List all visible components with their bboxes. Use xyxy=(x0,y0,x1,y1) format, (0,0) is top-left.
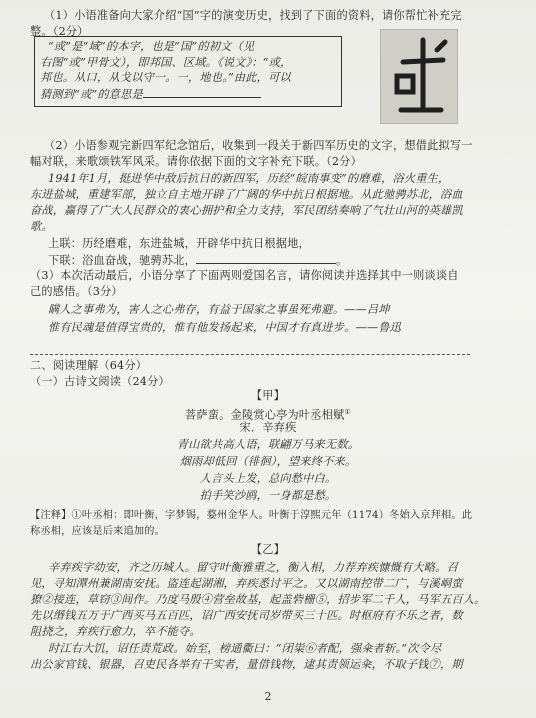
jia-label: 【甲】 xyxy=(250,389,286,402)
jia-line1: 青山欲共高人语，联翩万马来无数。 xyxy=(176,438,360,451)
q1-prompt-line1: （1）小语准备向大家介绍“国”字的演变历史，找到了下面的资料，请你帮忙补充完 xyxy=(44,9,462,22)
q3-prompt-line2: 己的感悟。（3分） xyxy=(30,285,123,298)
q2-lower-couplet: 下联：浴血奋战，驰骋苏北， 。 xyxy=(48,254,348,267)
jia-title-text: 菩萨蛮。金陵赏心亭为叶丞相赋 xyxy=(185,408,345,422)
q3-prompt-line1: （3）本次活动最后，小语分享了下面两则爱国名言，请你阅读并选择其中一则谈谈自 xyxy=(30,269,459,282)
jia-note-line2: 称丞相，应该是后来追加的。 xyxy=(30,526,166,537)
q2-para-line3: 奋战，赢得了广大人民群众的衷心拥护和全力支持，军民团结奏响了气壮山河的英雄凯 xyxy=(30,204,463,217)
q2-answer-blank[interactable] xyxy=(196,252,336,264)
q2-para-line1: 1941年1月，挺进华中敌后抗日的新四军，历经“皖南事变”的磨难，浴火重生， xyxy=(48,172,450,185)
jia-note-line1: 【注释】①叶丞相：即叶衡，字梦锡，婺州金华人。叶衡于淳熙元年（1174）冬始入京拜相。此 xyxy=(30,510,473,521)
yi-line3: 獠②接连，草窃③间作。乃度马殷④营垒故基，起盖砦栅⑤，招步军二千人，马军五百人。 xyxy=(30,593,486,606)
section2-subtitle: （一）古诗文阅读（24分） xyxy=(30,375,170,388)
jia-note-mark: ① xyxy=(344,408,351,416)
oracle-bone-glyph-icon xyxy=(381,30,457,123)
yi-label: 【乙】 xyxy=(250,543,286,556)
q2-upper-couplet: 上联：历经磨难，东进盐城，开辟华中抗日根据地， xyxy=(48,237,310,250)
q1-box-line2: 右图“或”甲骨文），即邦国、区域。《说文》：“或， xyxy=(40,56,292,69)
q1-prompt-line2: 整。（2分） xyxy=(30,25,89,38)
jia-line3: 人言头上发，总向愁中白。 xyxy=(199,472,337,485)
q2-para-line4: 歌。 xyxy=(30,220,53,233)
yi-line1: 辛弃疾字幼安，齐之历城人。留守叶衡雅重之，衡入相，力荐弃疾慷慨有大略。召 xyxy=(48,561,458,574)
q2-para-line2: 东进盐城，重建军部，独立自主地开辟了广阔的华中抗日根据地。从此驰骋苏北，浴血 xyxy=(30,188,463,201)
yi-line7: 出公家官钱、银器，召吏民各举有干实者，量借钱物，逮其责领运籴，不取子钱⑦，期 xyxy=(30,658,463,671)
yi-line6: 时江右大饥，诏任责荒政。始至，榜通衢曰：“闭粜⑥者配，强籴者斩。”次令尽 xyxy=(48,642,442,655)
jia-author: 宋．辛弃疾 xyxy=(239,421,297,434)
yi-line4: 先以缗钱五万于广西买马五百匹，诏广西安抚司岁带买三十匹。时枢府有不乐之者，数 xyxy=(30,609,463,622)
q2-lower-couplet-text: 下联：浴血奋战，驰骋苏北， xyxy=(48,254,197,267)
q1-box-line4 xyxy=(40,86,261,103)
q2-prompt-line1: （2）小语参观完新四军纪念馆后，收集到一段关于新四军历史的文字，想借此拟写一 xyxy=(44,139,473,152)
q1-box-line3: 邦也。从口，从戈以守一。一，地也。”由此，可以 xyxy=(40,71,291,84)
q3-quote1: 瞒人之事弗为，害人之心弗存，有益于国家之事虽死弗避。——吕坤 xyxy=(48,303,390,316)
jia-line4: 拍手笑沙鸥，一身都是愁。 xyxy=(199,489,337,502)
oracle-bone-glyph-image xyxy=(380,29,458,124)
yi-line5: 阻挠之，弃疾行愈力，卒不能夺。 xyxy=(30,625,201,638)
q1-box-line4-text: 猜测到“或”的意思是 xyxy=(40,88,143,101)
jia-line2: 烟雨却低回（徘徊），望来终不来。 xyxy=(179,455,357,468)
q1-box-line1: “或”是“域”的本字，也是“国”的初文（见 xyxy=(48,40,255,53)
q3-quote2: 惟有民魂是值得宝贵的，惟有他发扬起来，中国才有真进步。——鲁迅 xyxy=(48,321,402,334)
answer-rule xyxy=(30,354,470,355)
page-number: 2 xyxy=(264,690,272,703)
yi-line2: 见，寻知潭州兼湖南安抚。盗连起湖湘，弃疾悉讨平之。又以湖南控带二广，与溪峒蛮 xyxy=(30,577,463,590)
q2-prompt-line2: 幅对联，来歌颂铁军风采。请你依据下面的文字补充下联。（2分） xyxy=(30,155,362,168)
q1-answer-blank[interactable] xyxy=(143,86,261,98)
section2-title: 二、阅读理解（64分） xyxy=(30,359,148,372)
